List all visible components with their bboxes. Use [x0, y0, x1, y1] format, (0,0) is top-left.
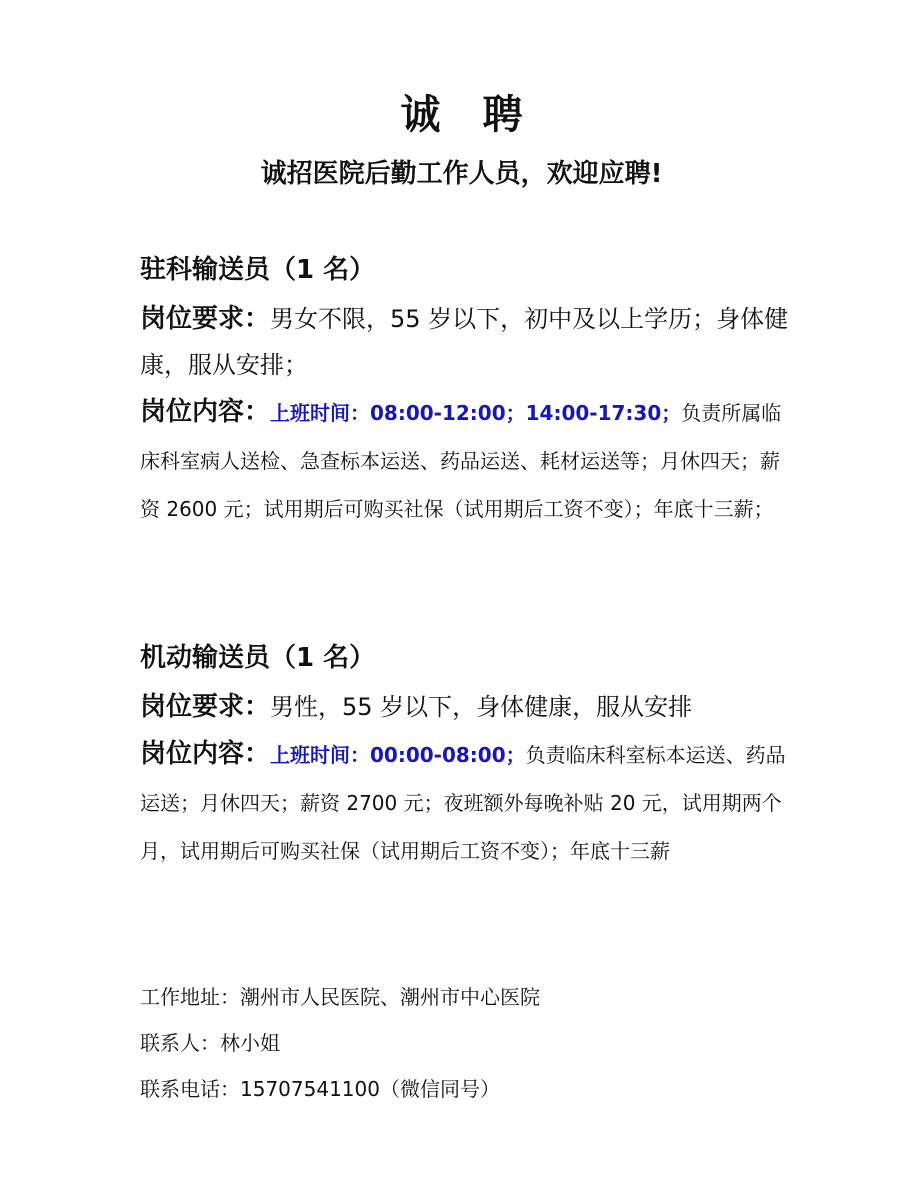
job-requirement	[140, 296, 790, 388]
contact-info	[140, 974, 790, 1112]
requirement-label: 岗位要求：	[140, 304, 271, 334]
job-title: 机动输送员（1 名）	[140, 643, 376, 673]
working-hours: 上班时间：00:00-08:00；	[270, 743, 526, 767]
page-title: 诚 聘	[400, 92, 537, 138]
requirement-text: 男女不限，55 岁以下，初中及以上学历；身体健康，服从安排；	[140, 305, 789, 379]
contact-person: 联系人：林小姐	[140, 1031, 280, 1055]
job-section-ward-transporter	[140, 248, 790, 533]
job-content	[140, 730, 790, 875]
content-text: 负责所属临床科室病人送检、急查标本运送、药品运送、耗材运送等；月休四天；薪资 2600 元；试用期后可购买社保（试用期后工资不变）；年底十三薪；	[140, 401, 782, 521]
requirement-label: 岗位要求：	[140, 692, 271, 722]
work-address: 工作地址：潮州市人民医院、潮州市中心医院	[140, 985, 540, 1009]
job-requirement	[140, 684, 790, 730]
requirement-text: 男性，55 岁以下，身体健康，服从安排	[270, 693, 693, 721]
content-text: 负责临床科室标本运送、药品运送；月休四天；薪资 2700 元；夜班额外每晚补贴 20 元，试用期两个月，试用期后可购买社保（试用期后工资不变）；年底十三薪	[140, 743, 786, 863]
job-title: 驻科输送员（1 名）	[140, 255, 376, 285]
content-label: 岗位内容：	[140, 739, 271, 769]
contact-phone: 联系电话：15707541100（微信同号）	[140, 1077, 500, 1101]
content-label: 岗位内容：	[140, 397, 271, 427]
job-content	[140, 388, 790, 533]
page-subtitle: 诚招医院后勤工作人员，欢迎应聘!	[260, 159, 663, 189]
working-hours: 上班时间：08:00-12:00；14:00-17:30；	[270, 401, 682, 425]
job-section-mobile-transporter	[140, 636, 790, 875]
